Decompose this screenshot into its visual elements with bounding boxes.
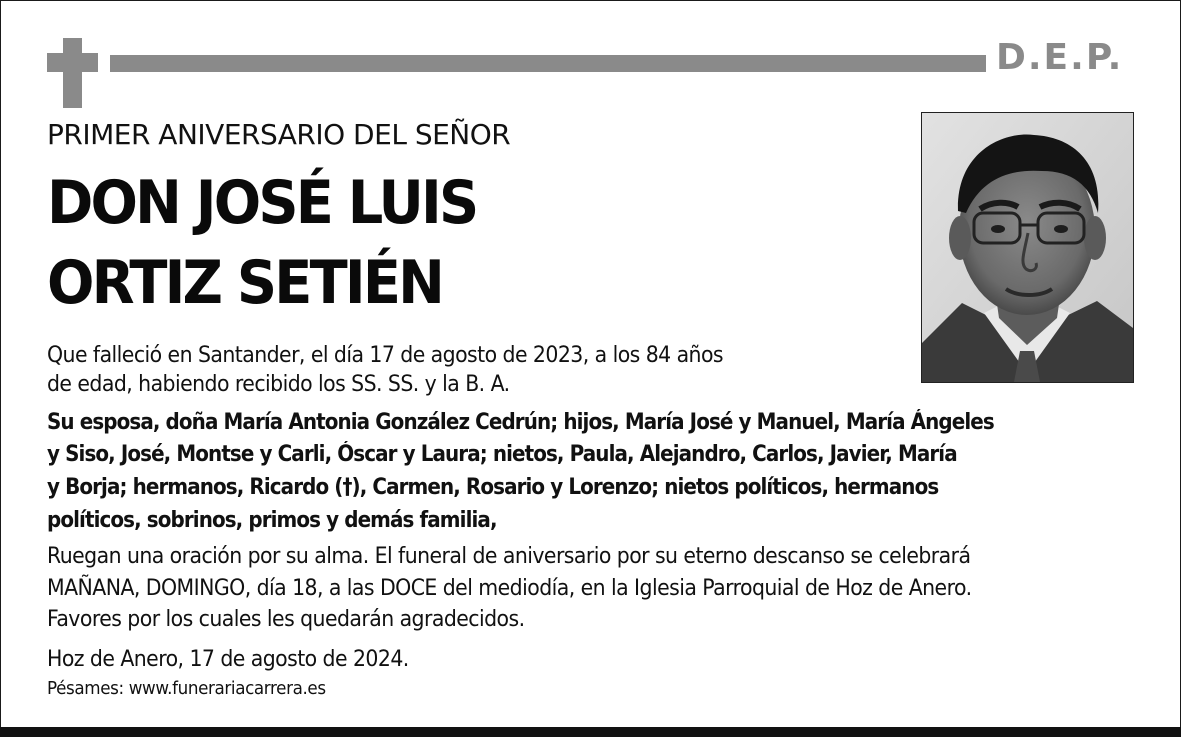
condolences-website: Pésames: www.funerariacarrera.es [47,678,326,699]
death-info-line2: de edad, habiendo recibido los SS. SS. y la B. A. [47,372,510,397]
portrait-image [922,113,1133,382]
cross-icon [63,38,82,108]
cross-icon-bar [47,53,98,72]
notice-subtitle: PRIMER ANIVERSARIO DEL SEÑOR [47,118,511,151]
family-line1: Su esposa, doña María Antonia González Cedrún; hijos, María José y Manuel, María Ángeles [47,410,994,435]
family-line2: y Siso, José, Montse y Carli, Óscar y Laura; nietos, Paula, Alejandro, Carlos, Javier, María [47,442,957,467]
family-line3: y Borja; hermanos, Ricardo (†), Carmen, Rosario y Lorenzo; nietos políticos, hermanos [47,475,939,500]
bottom-border [0,727,1181,737]
deceased-portrait-photo [921,112,1134,383]
place-date: Hoz de Anero, 17 de agosto de 2024. [47,647,409,672]
dep-label: D.E.P. [996,37,1124,78]
family-line4: políticos, sobrinos, primos y demás familia, [47,508,497,533]
prayer-line2: MAÑANA, DOMINGO, día 18, a las DOCE del mediodía, en la Iglesia Parroquial de Hoz de Anero. [47,576,972,601]
prayer-line1: Ruegan una oración por su alma. El funeral de aniversario por su eterno descanso se celebrará [47,544,971,569]
deceased-name-line2: ORTIZ SETIÉN [47,248,443,318]
deceased-name-line1: DON JOSÉ LUIS [47,168,477,238]
prayer-line3: Favores por los cuales les quedarán agradecidos. [47,607,525,632]
death-info-line1: Que falleció en Santander, el día 17 de agosto de 2023, a los 84 años [47,343,724,368]
header-rule [110,55,986,72]
